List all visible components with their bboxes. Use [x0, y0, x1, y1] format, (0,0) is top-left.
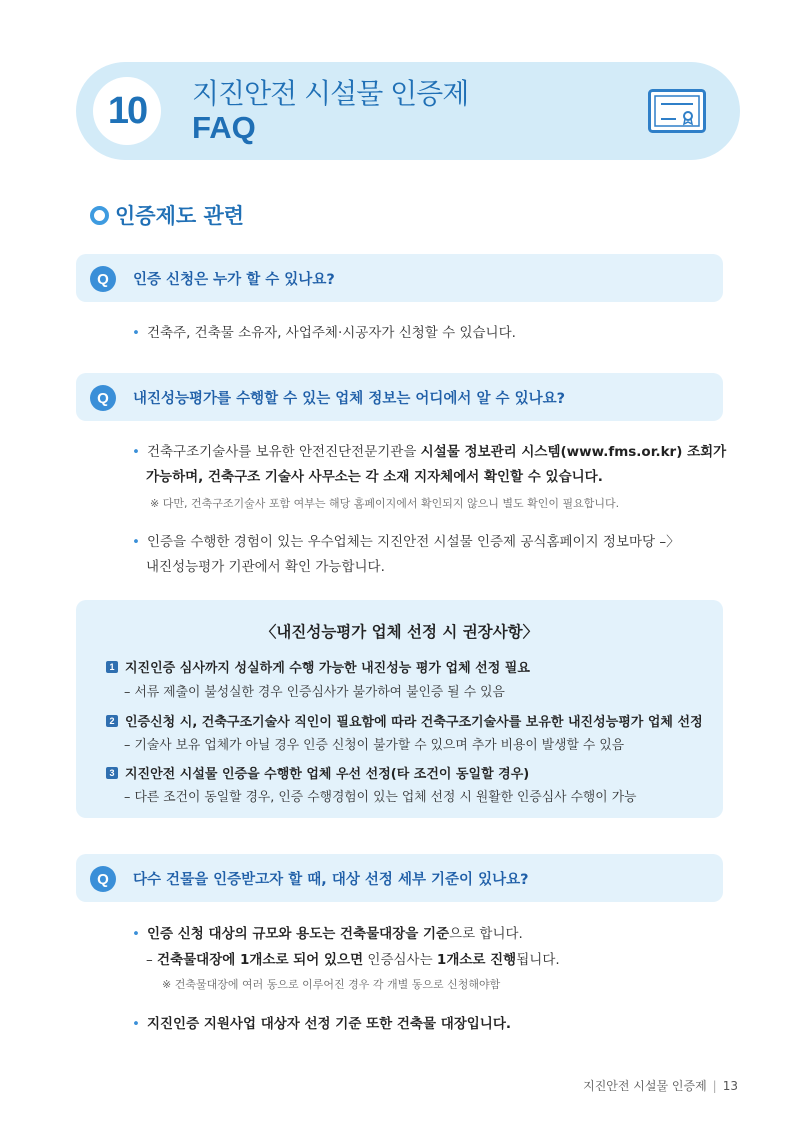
recommendation-item: 3 지진안전 시설물 인증을 수행한 업체 우선 선정(타 조건이 동일할 경우)	[106, 763, 529, 782]
certificate-icon	[648, 89, 706, 133]
bullet-icon: •	[132, 1016, 140, 1032]
bullet-icon: •	[132, 534, 140, 550]
question-bar	[76, 854, 723, 902]
chapter-title: 지진안전 시설물 인증제	[192, 77, 469, 110]
footer-title: 지진안전 시설물 인증제	[583, 1079, 707, 1093]
question-text: 다수 건물을 인증받고자 할 때, 대상 선정 세부 기준이 있나요?	[133, 872, 529, 888]
question-text: 인증 신청은 누가 할 수 있나요?	[133, 272, 335, 288]
q-icon: Q	[90, 385, 116, 411]
recommendations-title: 〈내진성능평가 업체 선정 시 권장사항〉	[260, 623, 539, 641]
answer-line: 내진성능평가 기관에서 확인 가능합니다.	[146, 559, 385, 575]
section-title: 인증제도 관련	[90, 200, 244, 230]
answer-line: • 인증을 수행한 경험이 있는 우수업체는 지진안전 시설물 인증제 공식홈페이지 정보마당 –〉	[132, 534, 680, 550]
bullet-icon: •	[132, 444, 140, 460]
chapter-header	[76, 62, 740, 160]
recommendation-detail: – 기술사 보유 업체가 아닐 경우 인증 신청이 불가할 수 있으며 추가 비용이 발생할 수 있음	[124, 738, 625, 753]
number-badge: 3	[106, 767, 118, 779]
q-icon: Q	[90, 266, 116, 292]
number-badge: 1	[106, 661, 118, 673]
answer-line: 가능하며, 건축구조 기술사 사무소는 각 소재 지자체에서 확인할 수 있습니다.	[146, 469, 603, 485]
answer-line: • 인증 신청 대상의 규모와 용도는 건축물대장을 기준으로 합니다.	[132, 926, 523, 942]
question-text: 내진성능평가를 수행할 수 있는 업체 정보는 어디에서 알 수 있나요?	[133, 391, 566, 407]
recommendations-box	[76, 600, 723, 818]
number-badge: 2	[106, 715, 118, 727]
recommendation-item: 1 지진인증 심사까지 성실하게 수행 가능한 내진성능 평가 업체 선정 필요	[106, 657, 530, 676]
answer-line: – 건축물대장에 1개소로 되어 있으면 인증심사는 1개소로 진행됩니다.	[146, 952, 560, 968]
recommendation-detail: – 다른 조건이 동일할 경우, 인증 수행경험이 있는 업체 선정 시 원활한 인증심사 수행이 가능	[124, 790, 637, 805]
question-bar	[76, 373, 723, 421]
page-footer: 지진안전 시설물 인증제 | 13	[583, 1079, 738, 1093]
circle-bullet-icon	[90, 206, 109, 225]
bullet-icon: •	[132, 926, 140, 942]
page-number: 13	[722, 1079, 738, 1093]
q-icon: Q	[90, 866, 116, 892]
recommendation-item: 2 인증신청 시, 건축구조기술사 직인이 필요함에 따라 건축구조기술사를 보유한 내진성능평가 업체 선정	[106, 711, 703, 730]
question-bar	[76, 254, 723, 302]
answer-line: • 건축구조기술사를 보유한 안전진단전문기관을 시설물 정보관리 시스템(www.fms.or.kr) 조회가	[132, 444, 727, 460]
chapter-number: 10	[93, 77, 161, 145]
bullet-icon: •	[132, 325, 140, 341]
recommendation-detail: – 서류 제출이 불성실한 경우 인증심사가 불가하여 불인증 될 수 있음	[124, 685, 505, 700]
answer-line: • 건축주, 건축물 소유자, 사업주체·시공자가 신청할 수 있습니다.	[132, 325, 516, 341]
chapter-subtitle: FAQ	[192, 110, 256, 145]
answer-note: ※ 다만, 건축구조기술사 포함 여부는 해당 홈페이지에서 확인되지 않으니 별도 확인이 필요합니다.	[150, 497, 620, 510]
answer-line: • 지진인증 지원사업 대상자 선정 기준 또한 건축물 대장입니다.	[132, 1016, 512, 1032]
answer-note: ※ 건축물대장에 여러 동으로 이루어진 경우 각 개별 동으로 신청해야함	[162, 978, 501, 991]
